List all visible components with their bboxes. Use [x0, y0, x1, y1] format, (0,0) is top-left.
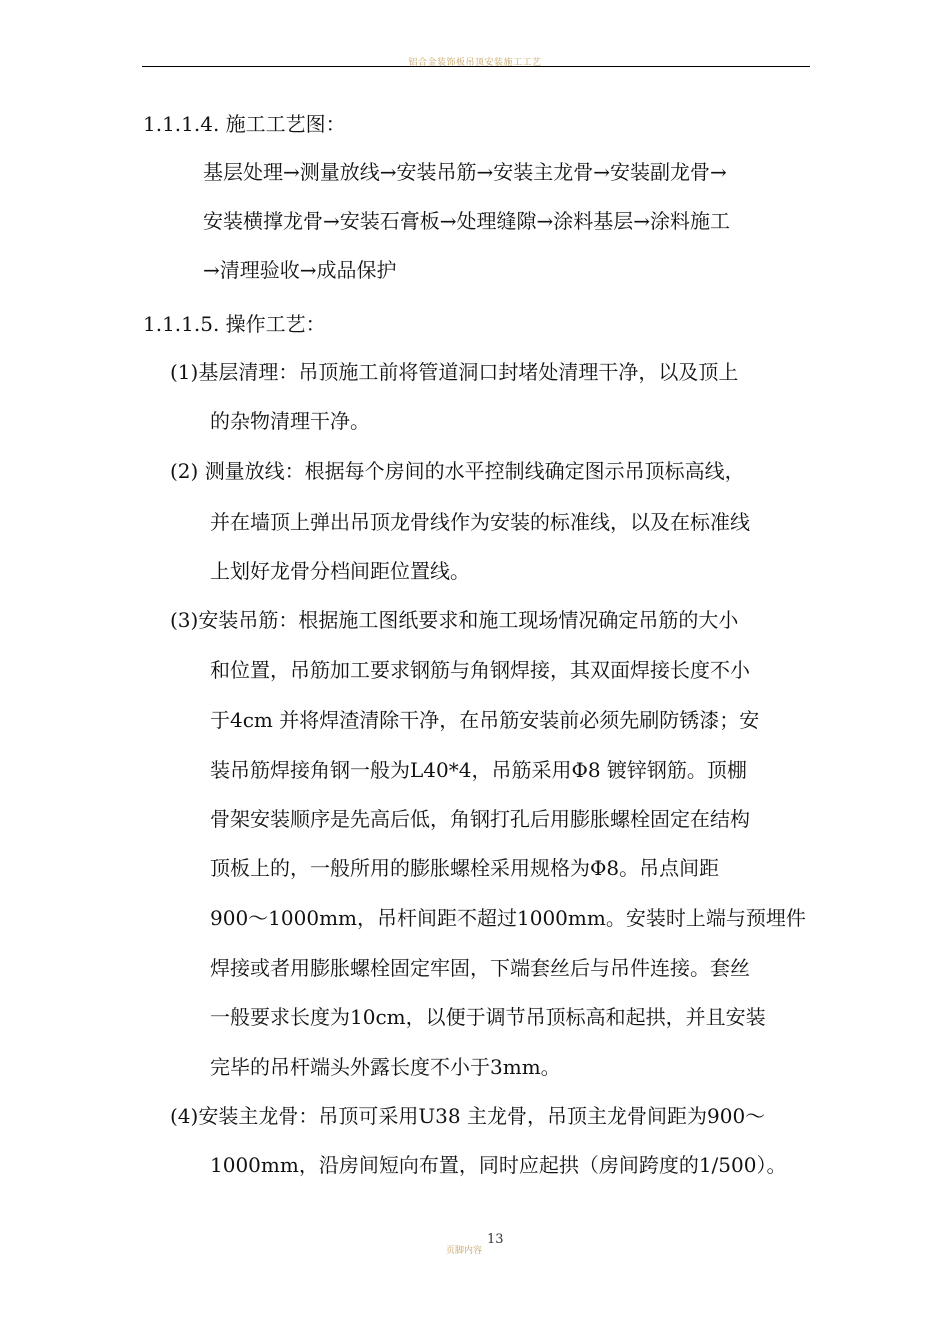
section-heading: 1.1.1.5. 操作工艺：: [143, 312, 326, 336]
process-line: 安装横撑龙骨→安装石膏板→处理缝隙→涂料基层→涂料施工: [203, 209, 731, 233]
paragraph-line: (3)安装吊筋：根据施工图纸要求和施工现场情况确定吊筋的大小: [170, 608, 739, 632]
paragraph-line: (4)安装主龙骨：吊顶可采用U38 主龙骨，吊顶主龙骨间距为900～: [170, 1104, 766, 1128]
paragraph-line: (1)基层清理：吊顶施工前将管道洞口封堵处清理干净，以及顶上: [170, 360, 739, 384]
paragraph-line: 的杂物清理干净。: [210, 409, 370, 433]
paragraph-line: (2) 测量放线：根据每个房间的水平控制线确定图示吊顶标高线，: [170, 459, 745, 483]
header-rule: [142, 66, 810, 67]
process-line: 基层处理→测量放线→安装吊筋→安装主龙骨→安装副龙骨→: [203, 160, 727, 184]
paragraph-line: 和位置，吊筋加工要求钢筋与角钢焊接，其双面焊接长度不小: [210, 658, 750, 682]
paragraph-line: 焊接或者用膨胀螺栓固定牢固，下端套丝后与吊件连接。套丝: [210, 956, 750, 980]
page-number: 13: [487, 1232, 504, 1247]
paragraph-line: 完毕的吊杆端头外露长度不小于3mm。: [210, 1055, 561, 1079]
section-heading: 1.1.1.4. 施工工艺图：: [143, 112, 346, 136]
paragraph-line: 1000mm，沿房间短向布置，同时应起拱（房间跨度的1/500）。: [210, 1153, 787, 1177]
paragraph-line: 骨架安装顺序是先高后低，角钢打孔后用膨胀螺栓固定在结构: [210, 807, 750, 831]
paragraph-line: 900～1000mm，吊杆间距不超过1000mm。安装时上端与预埋件: [210, 906, 806, 930]
paragraph-line: 装吊筋焊接角钢一般为L40*4，吊筋采用Φ8 镀锌钢筋。顶棚: [210, 758, 747, 782]
paragraph-line: 顶板上的，一般所用的膨胀螺栓采用规格为Φ8。吊点间距: [210, 856, 720, 880]
paragraph-line: 于4cm 并将焊渣清除干净，在吊筋安装前必须先刷防锈漆；安: [210, 708, 760, 732]
paragraph-line: 一般要求长度为10cm，以便于调节吊顶标高和起拱，并且安装: [210, 1005, 766, 1029]
footer-label: 页脚内容: [446, 1246, 483, 1256]
paragraph-line: 上划好龙骨分档间距位置线。: [210, 559, 470, 583]
process-line: →清理验收→成品保护: [203, 258, 397, 282]
header-title: 铝合金装饰板吊顶安装施工工艺: [408, 58, 542, 68]
paragraph-line: 并在墙顶上弹出吊顶龙骨线作为安装的标准线，以及在标准线: [210, 510, 750, 534]
